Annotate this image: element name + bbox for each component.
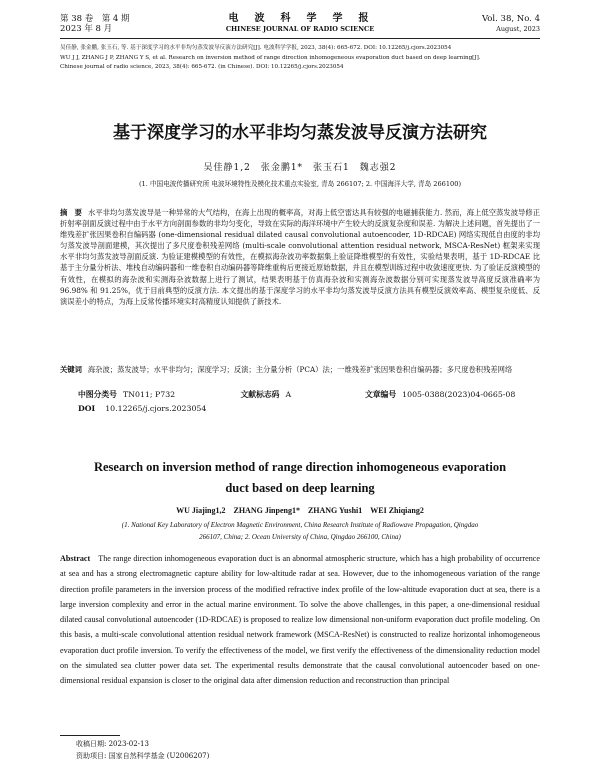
english-abstract xyxy=(60,551,540,689)
running-header xyxy=(60,14,540,36)
footnote-rule xyxy=(60,735,120,736)
clc-label: 中图分类号 xyxy=(78,390,117,399)
citation-line: WU J J, ZHANG J P, ZHANG Y S, et al. Research on inversion method of range direction inhomogeneous evaporation duct based on deep learning[J]. xyxy=(60,54,481,61)
footnote xyxy=(76,738,209,762)
header-rule xyxy=(60,38,540,39)
articleno-label: 文章编号 xyxy=(364,390,397,399)
abstract-text: 水平非均匀蒸发波导是一种异常的大气结构，在海上出现的概率高，对海上低空雷达具有较强的电磁捕获能力. 然而，海上低空蒸发波导修正折射率剖面反演过程中由于水平方向剖面参数的非均匀变化，导致在实际的海洋环境中产生较大的反演复杂度和误差. 为解决上述问题，首先提出了一维残差扩张因果卷积自编码器 (one-dimensional residual dilated causal convolutional autoencoder, 1D-RDCAE) 网络实现低自由度的非均匀蒸发波导剖面建模，其次提出了多尺度卷积残差网络 (multi-scale convolutional attention residual network, MSCA-ResNet) 框架来实现水平非均匀蒸发波导剖面反演. 为验证建模模型的有效性，在模拟海杂波功率数据集上验证降维模型的有效性，实验结果表明，基于 1D-RDCAE 比基于主分量分析法、堆栈自动编码器和一维卷积自动编码器等降维重构后更接近原始数据，并且在模型训练过程中收敛速度更快. 为了验证反演模型的有效性，在模拟的海杂波和实测海杂波数据上进行了测试，结果表明基于仿真海杂波和实测海杂波数据分别可实现蒸发波导高度反演准确率为 96.98% 和 91.25%，优于目前典型的反演方法. 本文提出的基于深度学习的水平非均匀蒸发波导反演方法具有模型反演效率高、模型复杂度低、反演误差小的特点，为海上反常传播环境实时高精度认知提供了新技术. xyxy=(60,208,541,306)
received-date: 收稿日期: 2023-02-13 xyxy=(76,740,149,748)
keywords-text: 海杂波；蒸发波导；水平非均匀；深度学习；反演；主分量分析（PCA）法；一维残差扩张因果卷积自编码器；多尺度卷积残差网络 xyxy=(87,365,513,374)
citation-line: Chinese journal of radio science, 2023, 38(4): 665-672. (in Chinese). DOI: 10.12265/j.cjors.2023054 xyxy=(60,64,344,71)
english-authors: WU Jiajing1,2 ZHANG Jinpeng1* ZHANG Yushi1 WEI Zhiqiang2 xyxy=(176,506,424,515)
header-volume-info-en: Vol. 38, No. 4 August, 2023 xyxy=(481,14,540,33)
chinese-abstract xyxy=(60,207,540,307)
doccode-value: A xyxy=(285,390,292,399)
chinese-title: 基于深度学习的水平非均匀蒸发波导反演方法研究 xyxy=(113,123,487,143)
doi-value: 10.12265/j.cjors.2023054 xyxy=(105,404,207,413)
clc-value: TN011; P732 xyxy=(122,390,176,399)
keywords-label: 关键词 xyxy=(60,365,82,374)
citation-block xyxy=(60,44,540,73)
articleno-value: 1005-0388(2023)04-0665-08 xyxy=(402,390,516,399)
doccode-label: 文献标志码 xyxy=(240,390,280,399)
chinese-authors: 吴佳静1,2 张金鹏1* 张玉石1 魏志强2 xyxy=(203,163,397,173)
doi-label: DOI xyxy=(78,404,96,413)
chinese-keywords xyxy=(60,364,540,375)
funding-info: 资助项目: 国家自然科学基金 (U2006207) xyxy=(76,752,210,760)
classification-row xyxy=(78,389,548,400)
english-title: Research on inversion method of range direction inhomogeneous evaporation duct based on deep learning xyxy=(93,460,507,495)
chinese-affiliation: (1. 中国电波传播研究所 电波环境特性及模化技术重点实验室, 青岛 266107; 2. 中国海洋大学, 青岛 266100) xyxy=(138,180,462,188)
doi-row xyxy=(78,404,206,413)
english-abstract-label: Abstract xyxy=(60,554,91,563)
abstract-label: 摘 要 xyxy=(60,208,83,217)
citation-line: 吴佳静, 张金鹏, 张玉石, 等. 基于深度学习的水平非均匀蒸发波导反演方法研究[J]. 电波科学学报, 2023, 38(4): 665-672. DOI: 10.12265/j.cjors.2023054 xyxy=(60,45,452,51)
english-abstract-text: The range direction inhomogeneous evaporation duct is an abnormal atmospheric structure, which has a high probability of occurrence at sea and has a strong electromagnetic capture ability for low-altitude radar at sea. However, due to the inhomogeneous variation of the range direction profile parameters in the inversion process of the modified refractive index profile of the low-altitude evaporation duct at sea, there is a large inversion complexity and error in the actual marine environment. To solve the above challenges, in this paper, a one-dimensional residual dilated causal convolutional autoencoder (1D-RDCAE) is proposed to realize low dimensional non-uniform evaporation duct profile modeling. On this basis, a multi-scale convolutional attention residual network framework (MSCA-ResNet) is constructed to realize horizontal inhomogeneous evaporation duct profile inversion. To verify the effectiveness of the model, we first verify the effectiveness of the dimensionality reduction model on the simulated sea clutter power data set. The experimental results demonstrate that the causal convolutional autoencoder based on one-dimensional residual expansion is closer to the original data after dimension reduction and reconstruction than principal xyxy=(60,554,540,686)
english-affiliation: (1. National Key Laboratory of Electron Magnetic Environment, China Research Institute of Radiowave Propagation, Qingdao 266107, China; 2. Ocean University of China, Qingdao 266100, China) xyxy=(121,521,479,541)
header-volume-info: 第 38 卷 第 4 期 2023 年 8 月 xyxy=(60,14,130,34)
header-journal-name: 电 波 科 学 学 报 CHINESE JOURNAL OF RADIO SCIENCE xyxy=(225,13,375,33)
